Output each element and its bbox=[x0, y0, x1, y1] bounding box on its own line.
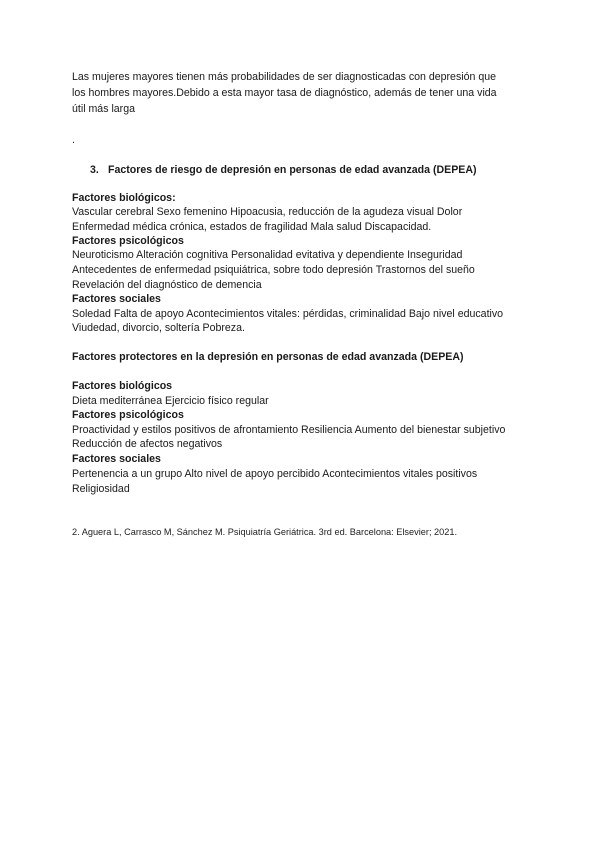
risk-psy-line-2: Antecedentes de enfermedad psiquiátrica, sobre todo depresión Trastornos del sueño bbox=[72, 264, 475, 276]
risk-bio-line-2: Enfermedad médica crónica, estados de fragilidad Mala salud Discapacidad. bbox=[72, 221, 432, 233]
risk-psy-line-3: Revelación del diagnóstico de demencia bbox=[72, 279, 262, 291]
risk-psy-heading: Factores psicológicos bbox=[72, 235, 184, 247]
protective-bio-heading: Factores biológicos bbox=[72, 380, 173, 392]
protective-psy-line-2: Reducción de afectos negativos bbox=[72, 438, 223, 450]
intro-line-3: útil más larga bbox=[72, 103, 135, 115]
risk-psy-line-1: Neuroticismo Alteración cognitiva Personalidad evitativa y dependiente Inseguridad bbox=[72, 249, 463, 261]
protective-psy-line-1: Proactividad y estilos positivos de afrontamiento Resiliencia Aumento del bienestar subjetivo bbox=[72, 424, 506, 436]
risk-soc-heading: Factores sociales bbox=[72, 293, 161, 305]
protective-heading: Factores protectores en la depresión en personas de edad avanzada (DEPEA) bbox=[72, 351, 464, 363]
protective-soc-line-1: Pertenencia a un grupo Alto nivel de apoyo percibido Acontecimientos vitales positivos bbox=[72, 468, 478, 480]
intro-line-1: Las mujeres mayores tienen más probabilidades de ser diagnosticadas con depresión que bbox=[72, 71, 497, 83]
intro-line-2: los hombres mayores.Debido a esta mayor tasa de diagnóstico, además de tener una vida bbox=[72, 87, 497, 99]
section-3-heading bbox=[90, 163, 477, 178]
section-3-title: Factores de riesgo de depresión en personas de edad avanzada (DEPEA) bbox=[108, 164, 477, 176]
reference-citation: 2. Aguera L, Carrasco M, Sánchez M. Psiquiatría Geriátrica. 3rd ed. Barcelona: Elsevier; 2021. bbox=[72, 527, 458, 537]
protective-soc-heading: Factores sociales bbox=[72, 453, 161, 465]
section-3-number: 3. bbox=[90, 164, 99, 176]
protective-soc-line-2: Religiosidad bbox=[72, 483, 130, 495]
risk-soc-line-2: Viudedad, divorcio, soltería Pobreza. bbox=[72, 322, 245, 334]
intro-dot: . bbox=[72, 134, 75, 146]
risk-bio-heading: Factores biológicos: bbox=[72, 192, 176, 204]
risk-soc-line-1: Soledad Falta de apoyo Acontecimientos vitales: pérdidas, criminalidad Bajo nivel educativo bbox=[72, 308, 504, 320]
risk-bio-line-1: Vascular cerebral Sexo femenino Hipoacusia, reducción de la agudeza visual Dolor bbox=[72, 206, 463, 218]
protective-bio-line-1: Dieta mediterránea Ejercicio físico regular bbox=[72, 395, 269, 407]
protective-psy-heading: Factores psicológicos bbox=[72, 409, 184, 421]
